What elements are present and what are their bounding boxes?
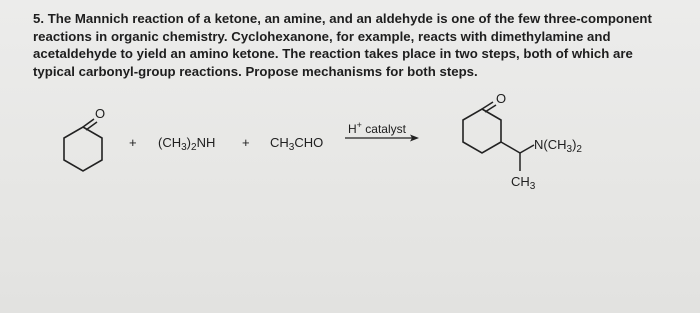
dimethylamino-label [534, 137, 582, 155]
product-carbonyl-oxygen-label: O [496, 91, 507, 106]
reaction-arrow [345, 120, 419, 142]
acetaldehyde-part: CH [270, 135, 289, 150]
dimethylamine-part: (CH [158, 135, 182, 150]
dimethylamine-formula [158, 135, 215, 153]
plus-sign-2: + [242, 135, 250, 150]
amine-subscript: 3 [566, 144, 573, 155]
question-line-1: 5. The Mannich reaction of a ketone, an amine, and an aldehyde is one of the few three-component [33, 11, 652, 26]
carbonyl-oxygen-label: O [95, 106, 106, 121]
acetaldehyde-formula [270, 135, 323, 153]
amine-part: N(CH [534, 137, 567, 152]
methyl-part: CH [511, 174, 530, 189]
nitrogen-bond [520, 145, 534, 153]
catalyst-superscript: + [356, 120, 362, 130]
dimethylamine-part: NH [196, 135, 216, 150]
product-structure [463, 91, 582, 192]
dimethylamine-subscript: 2 [191, 142, 197, 153]
product-ring [463, 109, 501, 153]
catalyst-part: H [348, 122, 357, 136]
question-line-2: reactions in organic chemistry. Cyclohexanone, for example, reacts with dimethylamine and [33, 28, 611, 44]
side-chain-bond [501, 142, 520, 153]
plus-sign-1: + [129, 135, 137, 150]
methyl-label [511, 174, 536, 192]
dimethylamine-subscript: 3 [181, 142, 187, 153]
arrow-catalyst-label [348, 120, 407, 136]
dimethylamine-part: ) [186, 135, 192, 150]
acetaldehyde-subscript: 3 [288, 142, 295, 153]
cyclohexane-ring [64, 127, 102, 171]
catalyst-part: catalyst [361, 122, 406, 136]
question-line-3: acetaldehyde to yield an amino ketone. The reaction takes place in two steps, both of which are [33, 46, 633, 62]
amine-part: ) [572, 137, 577, 152]
question-line-4: typical carbonyl-group reactions. Propose mechanisms for both steps. [33, 63, 478, 79]
amine-subscript: 2 [576, 144, 582, 155]
acetaldehyde-part: CHO [294, 135, 324, 150]
cyclohexanone-structure [64, 106, 105, 171]
methyl-subscript: 3 [529, 181, 536, 192]
